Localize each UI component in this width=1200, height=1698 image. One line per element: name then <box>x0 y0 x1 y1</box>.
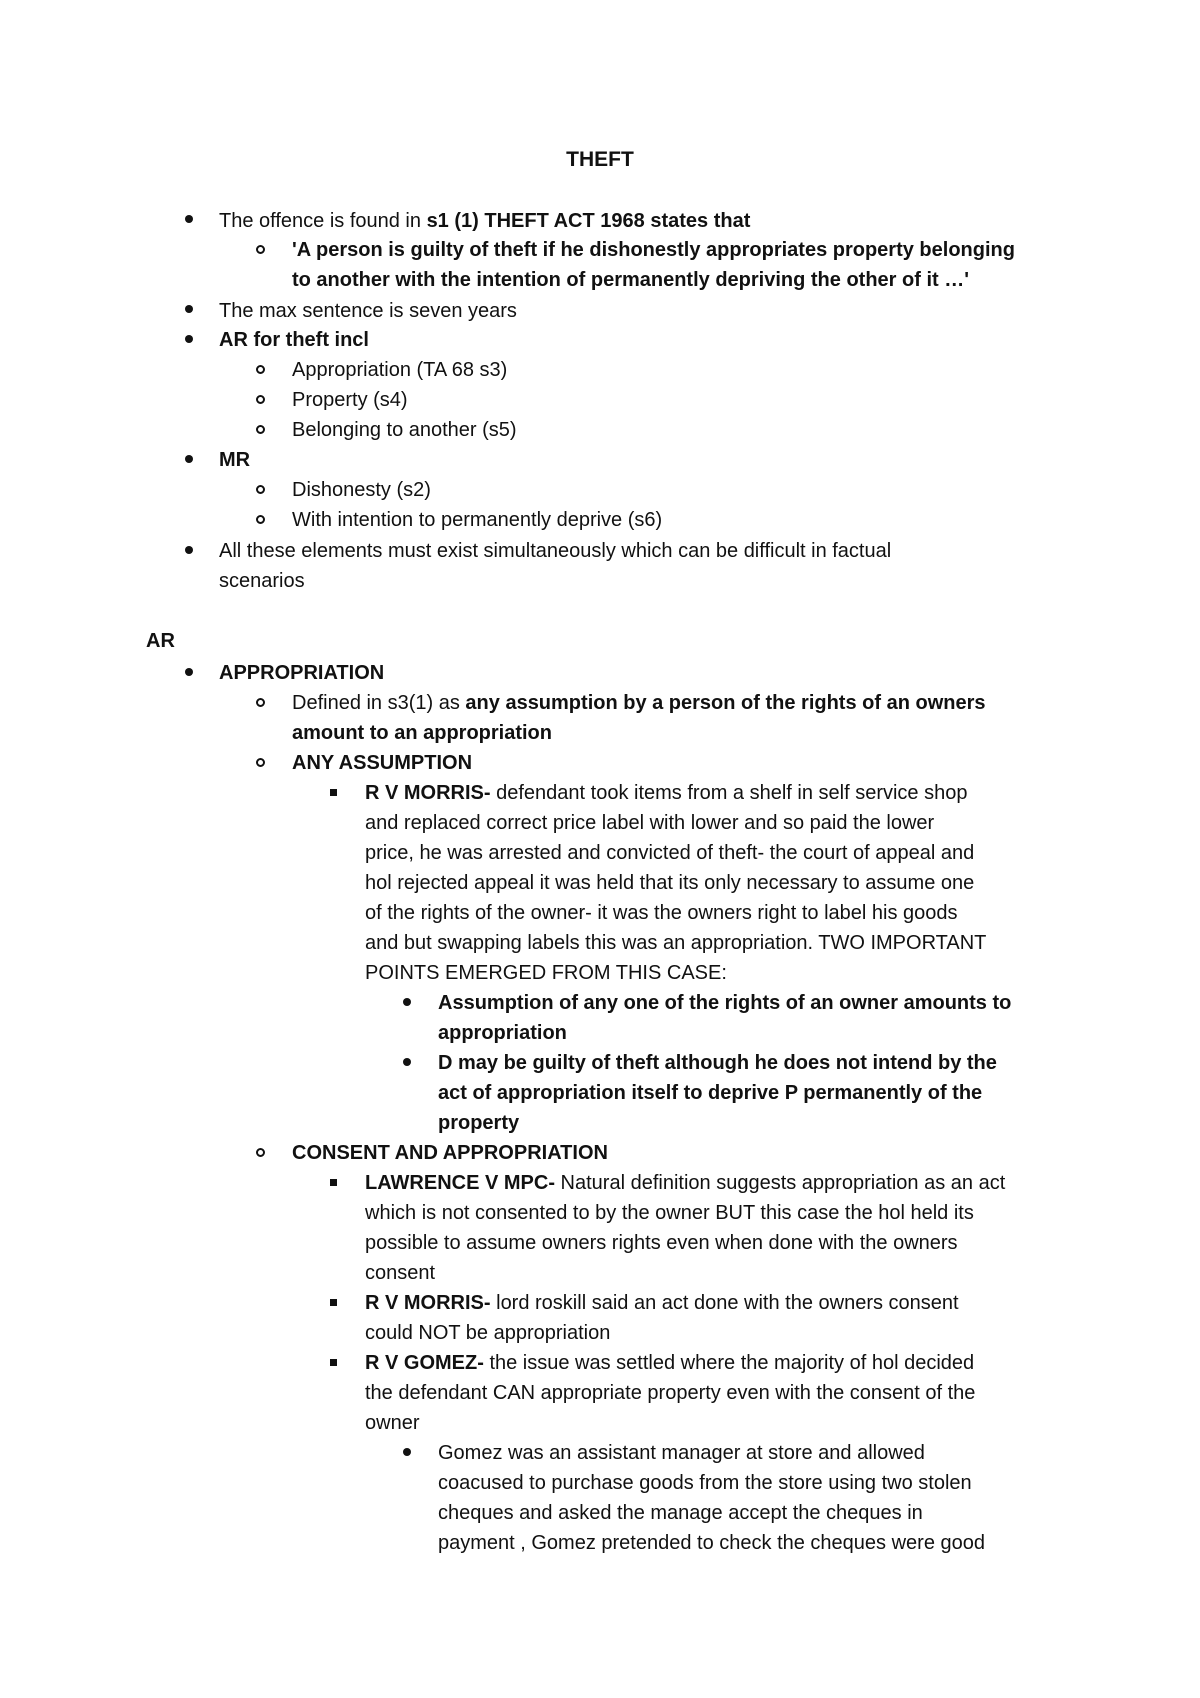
morris-case-name: R V MORRIS- <box>365 782 491 804</box>
lawrence-line-2: which is not consented to by the owner BUT this case the hol held its <box>365 1202 974 1224</box>
gomez-line-1 <box>365 1349 974 1377</box>
intro-offence-statute: s1 (1) THEFT ACT 1968 states that <box>426 210 751 232</box>
morris-point-2-line-3: property <box>438 1112 520 1134</box>
gomez-facts-line-3: cheques and asked the manage accept the cheques in <box>438 1502 923 1524</box>
gomez-facts-line-1: Gomez was an assistant manager at store and allowed <box>438 1442 925 1464</box>
consent-heading: CONSENT AND APPROPRIATION <box>292 1142 608 1164</box>
ar-sub-item: Appropriation (TA 68 s3) <box>292 359 508 381</box>
morris-line-6: and but swapping labels this was an appropriation. TWO IMPORTANT <box>365 932 987 954</box>
bullet-disc-icon <box>185 668 193 676</box>
gomez-case-name: R V GOMEZ- <box>365 1352 484 1374</box>
statute-quote-line-2: to another with the intention of permanently depriving the other of it …' <box>292 269 969 291</box>
bullet-square-icon <box>330 1179 337 1186</box>
gomez-line-2: the defendant CAN appropriate property even with the consent of the <box>365 1382 976 1404</box>
bullet-square-icon <box>330 789 337 796</box>
morris-line-1 <box>365 779 967 807</box>
ar-sub-item: Belonging to another (s5) <box>292 419 517 441</box>
lawrence-case-name: LAWRENCE V MPC- <box>365 1172 555 1194</box>
max-sentence-line: The max sentence is seven years <box>219 300 517 322</box>
appropriation-heading: APPROPRIATION <box>219 662 385 684</box>
statute-quote-line-1: 'A person is guilty of theft if he dishonestly appropriates property belonging <box>292 239 1015 261</box>
lawrence-line-4: consent <box>365 1262 436 1284</box>
morris-line-2: and replaced correct price label with lower and so paid the lower <box>365 812 935 834</box>
bullet-circle-icon <box>256 365 265 374</box>
mr-label: MR <box>219 449 251 471</box>
morris-line-3: price, he was arrested and convicted of theft- the court of appeal and <box>365 842 975 864</box>
ar-section-heading: AR <box>146 630 175 652</box>
bullet-disc-icon <box>185 305 193 313</box>
gomez-facts-line-2: coacused to purchase goods from the store using two stolen <box>438 1472 972 1494</box>
bullet-circle-icon <box>256 425 265 434</box>
bullet-disc-icon <box>403 1448 411 1456</box>
bullet-disc-icon <box>185 335 193 343</box>
bullet-disc-icon <box>185 455 193 463</box>
defined-prefix: Defined in s3(1) as <box>292 692 466 714</box>
morris-line-7: POINTS EMERGED FROM THIS CASE: <box>365 962 727 984</box>
defined-line-2: amount to an appropriation <box>292 722 552 744</box>
lawrence-text-1: Natural definition suggests appropriation as an act <box>555 1172 1006 1194</box>
morris-roskill-line-2: could NOT be appropriation <box>365 1322 611 1344</box>
ar-for-theft-label: AR for theft incl <box>219 329 369 351</box>
simultaneous-line-1: All these elements must exist simultaneously which can be difficult in factual <box>219 540 892 562</box>
bullet-circle-icon <box>256 515 265 524</box>
intro-offence-line <box>219 207 750 235</box>
gomez-line-3: owner <box>365 1412 420 1434</box>
morris-text-1: defendant took items from a shelf in self service shop <box>490 782 968 804</box>
morris-roskill-case-name: R V MORRIS- <box>365 1292 491 1314</box>
defined-bold-1: any assumption by a person of the rights of an owners <box>465 692 986 714</box>
morris-point-2-line-2: act of appropriation itself to deprive P permanently of the <box>438 1082 983 1104</box>
simultaneous-line-2: scenarios <box>219 570 305 592</box>
page-title: THEFT <box>566 148 634 171</box>
bullet-square-icon <box>330 1299 337 1306</box>
bullet-circle-icon <box>256 698 265 707</box>
morris-roskill-line-1 <box>365 1289 959 1317</box>
mr-sub-item: With intention to permanently deprive (s6) <box>292 509 663 531</box>
mr-sub-item: Dishonesty (s2) <box>292 479 431 501</box>
morris-roskill-text-1: lord roskill said an act done with the owners consent <box>490 1292 959 1314</box>
morris-point-1-line-1: Assumption of any one of the rights of an owner amounts to <box>438 992 1012 1014</box>
bullet-circle-icon <box>256 758 265 767</box>
defined-line-1 <box>292 689 986 717</box>
ar-sub-item: Property (s4) <box>292 389 408 411</box>
gomez-text-1: the issue was settled where the majority of hol decided <box>483 1352 975 1374</box>
bullet-circle-icon <box>256 395 265 404</box>
bullet-circle-icon <box>256 1148 265 1157</box>
bullet-disc-icon <box>185 546 193 554</box>
bullet-circle-icon <box>256 245 265 254</box>
lawrence-line-3: possible to assume owners rights even when done with the owners <box>365 1232 958 1254</box>
morris-point-1-line-2: appropriation <box>438 1022 567 1044</box>
bullet-square-icon <box>330 1359 337 1366</box>
morris-line-4: hol rejected appeal it was held that its only necessary to assume one <box>365 872 975 894</box>
gomez-facts-line-4: payment , Gomez pretended to check the cheques were good <box>438 1532 986 1554</box>
intro-offence-prefix: The offence is found in <box>219 210 427 232</box>
lawrence-line-1 <box>365 1169 1005 1197</box>
bullet-disc-icon <box>403 998 411 1006</box>
any-assumption-heading: ANY ASSUMPTION <box>292 752 473 774</box>
bullet-circle-icon <box>256 485 265 494</box>
morris-line-5: of the rights of the owner- it was the owners right to label his goods <box>365 902 958 924</box>
bullet-disc-icon <box>185 215 193 223</box>
bullet-disc-icon <box>403 1058 411 1066</box>
morris-point-2-line-1: D may be guilty of theft although he does not intend by the <box>438 1052 997 1074</box>
